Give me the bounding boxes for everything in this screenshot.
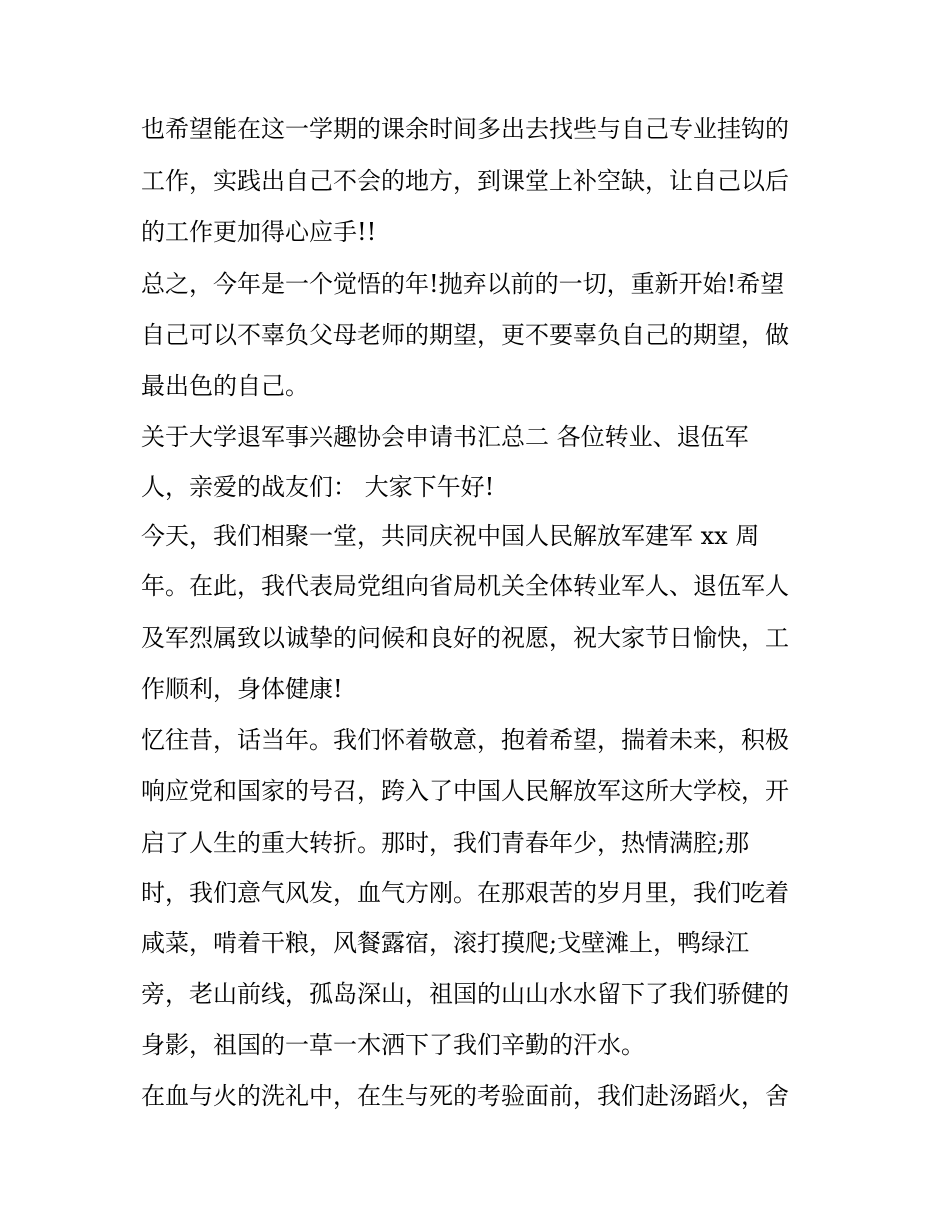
text-line: 最出色的自己。 bbox=[141, 372, 309, 400]
text-line: 人，亲爱的战友们： 大家下午好! bbox=[141, 473, 495, 501]
text-line: 自己可以不辜负父母老师的期望，更不要辜负自己的期望，做 bbox=[141, 321, 789, 349]
text-line: 的工作更加得心应手!! bbox=[141, 218, 377, 246]
text-line: 忆往昔，话当年。我们怀着敬意，抱着希望，揣着未来，积极 bbox=[141, 726, 789, 754]
text-line: 年。在此，我代表局党组向省局机关全体转业军人、退伍军人 bbox=[141, 572, 789, 600]
text-line: 及军烈属致以诚挚的问候和良好的祝愿，祝大家节日愉快，工 bbox=[141, 624, 789, 652]
text-line: 咸菜，啃着干粮，风餐露宿，滚打摸爬;戈壁滩上，鸭绿江 bbox=[141, 929, 750, 957]
text-line: 响应党和国家的号召，跨入了中国人民解放军这所大学校，开 bbox=[141, 777, 789, 805]
text-line: 总之，今年是一个觉悟的年!抛弃以前的一切，重新开始!希望 bbox=[141, 270, 785, 298]
text-line: 作顺利，身体健康! bbox=[141, 675, 343, 703]
text-line: 关于大学退军事兴趣协会申请书汇总二 各位转业、退伍军 bbox=[141, 423, 749, 451]
text-line: 身影，祖国的一草一木洒下了我们辛勤的汗水。 bbox=[141, 1031, 645, 1059]
text-line: 旁，老山前线，孤岛深山，祖国的山山水水留下了我们骄健的 bbox=[141, 980, 789, 1008]
text-line: 工作，实践出自己不会的地方，到课堂上补空缺，让自己以后 bbox=[141, 167, 789, 195]
text-line: 今天，我们相聚一堂，共同庆祝中国人民解放军建军 xx 周 bbox=[141, 522, 760, 550]
text-line: 启了人生的重大转折。那时，我们青春年少，热情满腔;那 bbox=[141, 829, 750, 857]
text-line: 也希望能在这一学期的课余时间多出去找些与自己专业挂钩的 bbox=[141, 115, 789, 143]
text-line: 在血与火的洗礼中，在生与死的考验面前，我们赴汤蹈火，舍 bbox=[141, 1082, 789, 1110]
text-line: 时，我们意气风发，血气方刚。在那艰苦的岁月里，我们吃着 bbox=[141, 879, 789, 907]
